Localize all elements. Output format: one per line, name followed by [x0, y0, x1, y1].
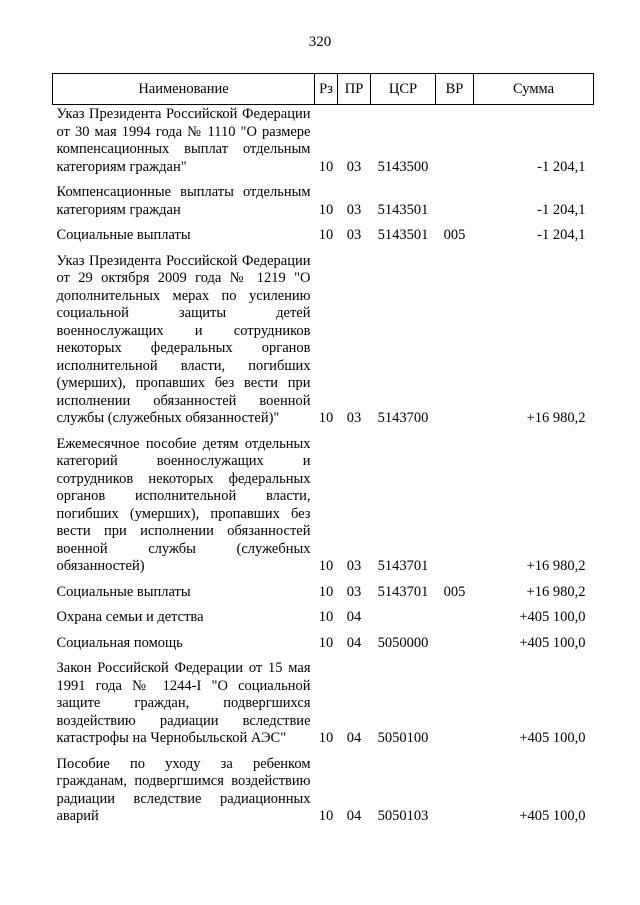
row-name: Социальная помощь [56, 634, 183, 651]
table-row [53, 576, 594, 602]
row-vr [436, 245, 474, 428]
row-sum: +405 100,0 [519, 730, 586, 746]
row-name: Компенсационные выплаты отдельным категориям граждан [56, 184, 311, 218]
row-pr: 03 [346, 227, 362, 243]
row-pr: 04 [346, 730, 362, 746]
row-sum: +16 980,2 [526, 410, 586, 426]
row-vr [436, 748, 474, 826]
header-pr: ПР [338, 74, 371, 105]
table-header [53, 74, 594, 105]
row-pr: 03 [346, 201, 362, 218]
row-rz: 10 [318, 730, 334, 746]
row-name: Указ Президента Российской Федерации от 29 октября 2009 года № 1219 "О дополнительных мерах по усилению социальной защиты детей военнослужащих и сотрудников некоторых федеральных органов исполнительной власти, погибших (умерших), пропавших без вести при исполнении обязанностей военной службы (служебных обязанностей)" [56, 252, 311, 426]
table-row [53, 428, 594, 576]
row-rz: 10 [318, 609, 334, 625]
row-rz: 10 [318, 158, 334, 175]
row-csr: 5143700 [377, 410, 429, 426]
table-row [53, 245, 594, 428]
row-vr [436, 428, 474, 576]
header-rz: Рз [315, 74, 338, 105]
row-csr: 5143501 [377, 227, 429, 243]
table-body [53, 105, 594, 826]
header-name: Наименование [53, 74, 315, 105]
row-pr: 04 [346, 808, 362, 824]
table-row [53, 176, 594, 219]
table-row [53, 652, 594, 748]
row-sum: +405 100,0 [519, 634, 586, 651]
row-rz: 10 [318, 201, 334, 218]
row-rz: 10 [318, 634, 334, 651]
page-number: 320 [308, 34, 332, 50]
row-vr [436, 652, 474, 748]
header-sum: Сумма [474, 74, 594, 105]
header-vr: ВР [436, 74, 474, 105]
row-vr [436, 176, 474, 219]
row-pr: 04 [346, 609, 362, 625]
row-csr: 5050103 [377, 808, 429, 824]
row-name: Социальные выплаты [56, 227, 191, 243]
table-row [53, 748, 594, 826]
row-vr [436, 601, 474, 627]
row-pr: 04 [346, 634, 362, 651]
table-row [53, 601, 594, 627]
row-csr: 5050000 [377, 634, 429, 651]
table-row [53, 105, 594, 177]
row-csr: 5143701 [377, 558, 429, 574]
row-csr: 5143500 [377, 158, 429, 175]
budget-table [52, 73, 594, 826]
row-rz: 10 [318, 410, 334, 426]
row-pr: 03 [346, 158, 362, 175]
header-csr: ЦСР [371, 74, 436, 105]
row-name: Закон Российской Федерации от 15 мая 1991 года № 1244-I "О социальной защите граждан, подвергшихся воздействию радиации вследствие катастрофы на Чернобыльской АЭС" [56, 660, 311, 746]
row-vr: 005 [443, 583, 466, 600]
row-name: Охрана семьи и детства [56, 609, 204, 625]
row-sum: +405 100,0 [519, 609, 586, 625]
row-pr: 03 [346, 583, 362, 600]
row-pr: 03 [346, 558, 362, 574]
row-name: Указ Президента Российской Федерации от 30 мая 1994 года № 1110 "О размере компенсационных выплат отдельным категориям граждан" [56, 106, 311, 175]
row-sum: +16 980,2 [526, 558, 586, 574]
row-vr [436, 105, 474, 177]
row-name: Пособие по уходу за ребенком гражданам, подвергшимся воздействию радиации вследствие радиационных аварий [56, 755, 311, 824]
row-name: Ежемесячное пособие детям отдельных категорий военнослужащих и сотрудников некоторых федеральных органов исполнительной власти, погибших (умерших), пропавших без вести при исполнении обязанностей военной службы (служебных обязанностей) [56, 435, 311, 574]
table-row [53, 627, 594, 653]
row-pr: 03 [346, 410, 362, 426]
row-sum: +405 100,0 [519, 808, 586, 824]
header-row [53, 74, 594, 105]
row-sum: -1 204,1 [537, 158, 586, 175]
row-csr: 5050100 [377, 730, 429, 746]
row-vr [436, 627, 474, 653]
row-csr: 5143501 [377, 201, 429, 218]
table-row [53, 219, 594, 245]
row-sum: -1 204,1 [537, 227, 586, 243]
row-sum: -1 204,1 [537, 201, 586, 218]
row-csr: 5143701 [377, 583, 429, 600]
row-rz: 10 [318, 583, 334, 600]
row-rz: 10 [318, 227, 334, 243]
row-rz: 10 [318, 808, 334, 824]
row-csr [371, 601, 436, 627]
row-vr: 005 [443, 227, 466, 243]
row-name: Социальные выплаты [56, 583, 191, 600]
row-rz: 10 [318, 558, 334, 574]
row-sum: +16 980,2 [526, 583, 586, 600]
